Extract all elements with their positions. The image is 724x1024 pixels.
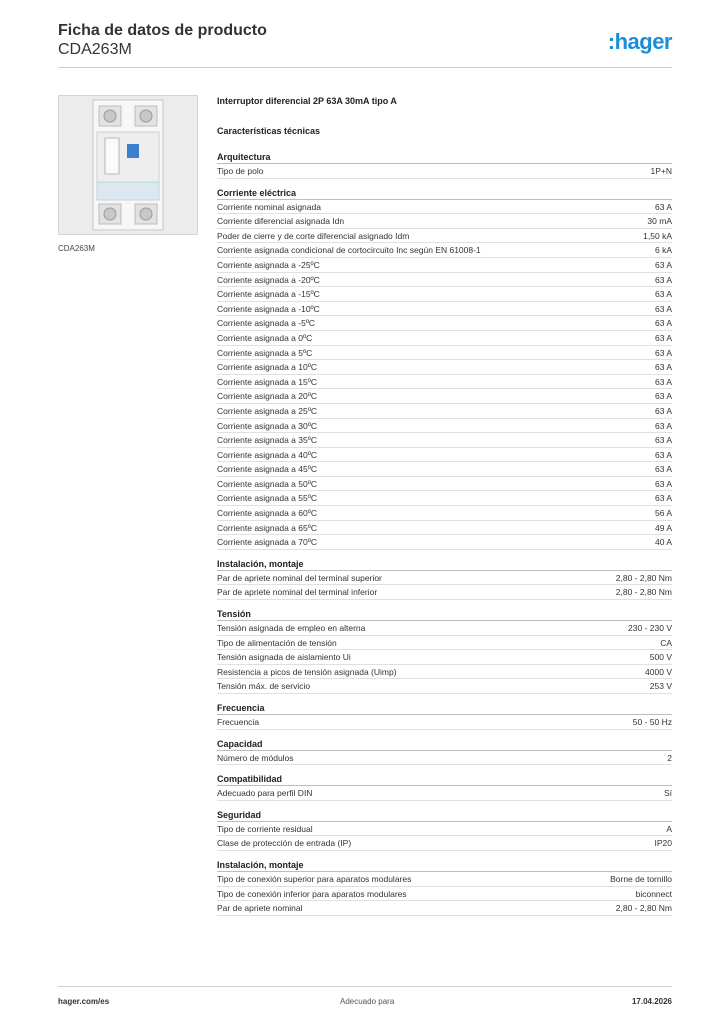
spec-value: CA xyxy=(660,637,672,648)
spec-row xyxy=(217,360,672,375)
spec-row xyxy=(217,901,672,916)
section-heading: Compatibilidad xyxy=(217,773,672,786)
spec-label: Tipo de polo xyxy=(217,166,264,176)
spec-row xyxy=(217,751,672,766)
spec-value: 500 V xyxy=(649,652,672,663)
spec-label: Corriente asignada a 55ºC xyxy=(217,493,317,504)
spec-row xyxy=(217,679,672,694)
spec-row xyxy=(217,331,672,346)
product-description: Interruptor diferencial 2P 63A 30mA tipo A xyxy=(217,96,397,106)
spec-label: Tipo de alimentación de tensión xyxy=(217,637,337,648)
spec-value: 230 - 230 V xyxy=(628,623,672,634)
spec-row xyxy=(217,621,672,636)
document-title: Ficha de datos de producto xyxy=(58,22,267,39)
section-heading: Corriente eléctrica xyxy=(217,187,672,200)
spec-value: 63 A xyxy=(654,362,672,373)
spec-row xyxy=(217,887,672,902)
section-heading: Instalación, montaje xyxy=(217,558,672,571)
section-heading: Capacidad xyxy=(217,738,672,751)
section-heading: Tensión xyxy=(217,608,672,621)
spec-content xyxy=(217,96,672,916)
spec-label: Corriente asignada a -20ºC xyxy=(217,274,320,285)
spec-value: 4000 V xyxy=(645,666,672,677)
spec-label: Corriente asignada a -15ºC xyxy=(217,289,320,300)
spec-label: Par de apriete nominal xyxy=(217,903,303,914)
spec-row xyxy=(217,433,672,448)
technical-heading: Características técnicas xyxy=(217,126,321,136)
spec-row xyxy=(217,836,672,851)
spec-label: Clase de protección de entrada (IP) xyxy=(217,838,352,849)
footer-center-text: Adecuado para xyxy=(340,997,395,1006)
footer-website: hager.com/es xyxy=(58,997,110,1006)
section-heading: Seguridad xyxy=(217,809,672,822)
spec-value: 63 A xyxy=(654,435,672,446)
product-image xyxy=(58,95,198,235)
spec-label: Corriente asignada a 5ºC xyxy=(217,347,313,358)
spec-label: Tensión asignada de empleo en alterna xyxy=(217,623,366,634)
spec-row xyxy=(217,287,672,302)
spec-value: 63 A xyxy=(654,449,672,460)
spec-value: 63 A xyxy=(654,376,672,387)
spec-label: Corriente asignada condicional de cortocircuito Inc según EN 61008-1 xyxy=(217,245,481,256)
spec-value: 63 A xyxy=(654,347,672,358)
spec-label: Corriente asignada a 15ºC xyxy=(217,376,317,387)
spec-row xyxy=(217,346,672,361)
spec-label: Corriente asignada a 45ºC xyxy=(217,464,317,475)
page-header xyxy=(58,22,672,68)
spec-value: 56 A xyxy=(654,508,672,519)
spec-row xyxy=(217,872,672,887)
spec-value: IP20 xyxy=(654,838,672,849)
spec-label: Corriente diferencial asignada Idn xyxy=(217,216,345,227)
product-code: CDA263M xyxy=(58,41,132,58)
spec-row xyxy=(217,650,672,665)
spec-row xyxy=(217,636,672,651)
spec-row xyxy=(217,521,672,536)
spec-row xyxy=(217,404,672,419)
spec-value: 63 A xyxy=(654,464,672,475)
spec-label: Corriente asignada a 30ºC xyxy=(217,420,317,431)
spec-row xyxy=(217,316,672,331)
spec-value: 63 A xyxy=(654,303,672,314)
spec-label: Corriente asignada a -25ºC xyxy=(217,259,320,270)
spec-value: Sí xyxy=(663,788,672,799)
spec-row xyxy=(217,243,672,258)
spec-value: 63 A xyxy=(654,289,672,300)
spec-label: Corriente asignada a 50ºC xyxy=(217,478,317,489)
spec-value: 2,80 - 2,80 Nm xyxy=(615,572,672,583)
spec-label: Tipo de corriente residual xyxy=(217,823,313,834)
footer-date: 17.04.2026 xyxy=(631,997,672,1006)
spec-row xyxy=(217,477,672,492)
spec-value: 63 A xyxy=(654,318,672,329)
spec-row xyxy=(217,535,672,550)
spec-label: Corriente asignada a 60ºC xyxy=(217,508,317,519)
spec-value: 2,80 - 2,80 Nm xyxy=(615,587,672,598)
spec-label: Corriente asignada a 40ºC xyxy=(217,449,317,460)
section-heading: Arquitectura xyxy=(217,151,672,164)
spec-label: Frecuencia xyxy=(217,717,260,727)
spec-row xyxy=(217,375,672,390)
spec-label: Tensión asignada de aislamiento Ui xyxy=(217,652,351,663)
spec-label: Resistencia a picos de tensión asignada (Uimp) xyxy=(217,666,397,677)
image-caption: CDA263M xyxy=(58,244,95,253)
spec-value: Borne de tornillo xyxy=(610,873,672,884)
spec-value: 2 xyxy=(667,752,672,763)
spec-label: Corriente asignada a 0ºC xyxy=(217,332,313,343)
spec-sections xyxy=(217,151,672,916)
spec-value: 30 mA xyxy=(647,216,672,227)
spec-row xyxy=(217,585,672,600)
spec-row xyxy=(217,164,672,179)
spec-value: 49 A xyxy=(654,522,672,533)
spec-row xyxy=(217,200,672,215)
spec-label: Corriente asignada a -5ºC xyxy=(217,318,316,329)
spec-label: Tipo de conexión superior para aparatos modulares xyxy=(217,873,412,884)
spec-value: 63 A xyxy=(654,493,672,504)
spec-value: 1P+N xyxy=(650,166,672,176)
spec-row xyxy=(217,822,672,837)
spec-row xyxy=(217,273,672,288)
spec-value: 40 A xyxy=(654,537,672,548)
spec-row xyxy=(217,448,672,463)
spec-value: 6 kA xyxy=(654,245,672,256)
spec-label: Corriente nominal asignada xyxy=(217,201,321,212)
spec-value: 63 A xyxy=(654,201,672,212)
spec-label: Corriente asignada a 35ºC xyxy=(217,435,317,446)
spec-value: 63 A xyxy=(654,274,672,285)
spec-label: Par de apriete nominal del terminal superior xyxy=(217,572,382,583)
spec-label: Corriente asignada a -10ºC xyxy=(217,303,320,314)
spec-label: Adecuado para perfil DIN xyxy=(217,788,313,799)
spec-value: 1,50 kA xyxy=(643,230,672,241)
spec-row xyxy=(217,419,672,434)
spec-row xyxy=(217,258,672,273)
spec-row xyxy=(217,214,672,229)
spec-label: Par de apriete nominal del terminal inferior xyxy=(217,587,378,598)
spec-value: 2,80 - 2,80 Nm xyxy=(615,903,672,914)
spec-value: 50 - 50 Hz xyxy=(632,717,672,727)
spec-value: 253 V xyxy=(649,681,672,692)
spec-value: 63 A xyxy=(654,420,672,431)
page-footer xyxy=(58,986,672,1010)
spec-value: A xyxy=(666,823,672,834)
spec-row xyxy=(217,571,672,586)
spec-row xyxy=(217,665,672,680)
spec-label: Corriente asignada a 25ºC xyxy=(217,405,317,416)
section-heading: Frecuencia xyxy=(217,702,672,715)
spec-label: Tensión máx. de servicio xyxy=(217,681,311,692)
spec-label: Corriente asignada a 10ºC xyxy=(217,362,317,373)
spec-row xyxy=(217,302,672,317)
spec-row xyxy=(217,506,672,521)
section-heading: Instalación, montaje xyxy=(217,859,672,872)
hager-logo: :hager xyxy=(607,29,672,54)
breaker-device-icon xyxy=(59,96,197,234)
spec-label: Número de módulos xyxy=(217,752,294,763)
spec-row xyxy=(217,491,672,506)
spec-row xyxy=(217,389,672,404)
spec-value: 63 A xyxy=(654,332,672,343)
spec-value: 63 A xyxy=(654,259,672,270)
spec-label: Corriente asignada a 65ºC xyxy=(217,522,317,533)
spec-row xyxy=(217,715,672,730)
spec-label: Poder de cierre y de corte diferencial asignado Idm xyxy=(217,230,410,241)
spec-row xyxy=(217,462,672,477)
spec-label: Corriente asignada a 70ºC xyxy=(217,537,317,548)
spec-value: 63 A xyxy=(654,405,672,416)
spec-label: Tipo de conexión inferior para aparatos modulares xyxy=(217,888,407,899)
spec-value: biconnect xyxy=(635,888,672,899)
spec-value: 63 A xyxy=(654,478,672,489)
spec-value: 63 A xyxy=(654,391,672,402)
spec-row xyxy=(217,229,672,244)
spec-label: Corriente asignada a 20ºC xyxy=(217,391,317,402)
spec-row xyxy=(217,786,672,801)
